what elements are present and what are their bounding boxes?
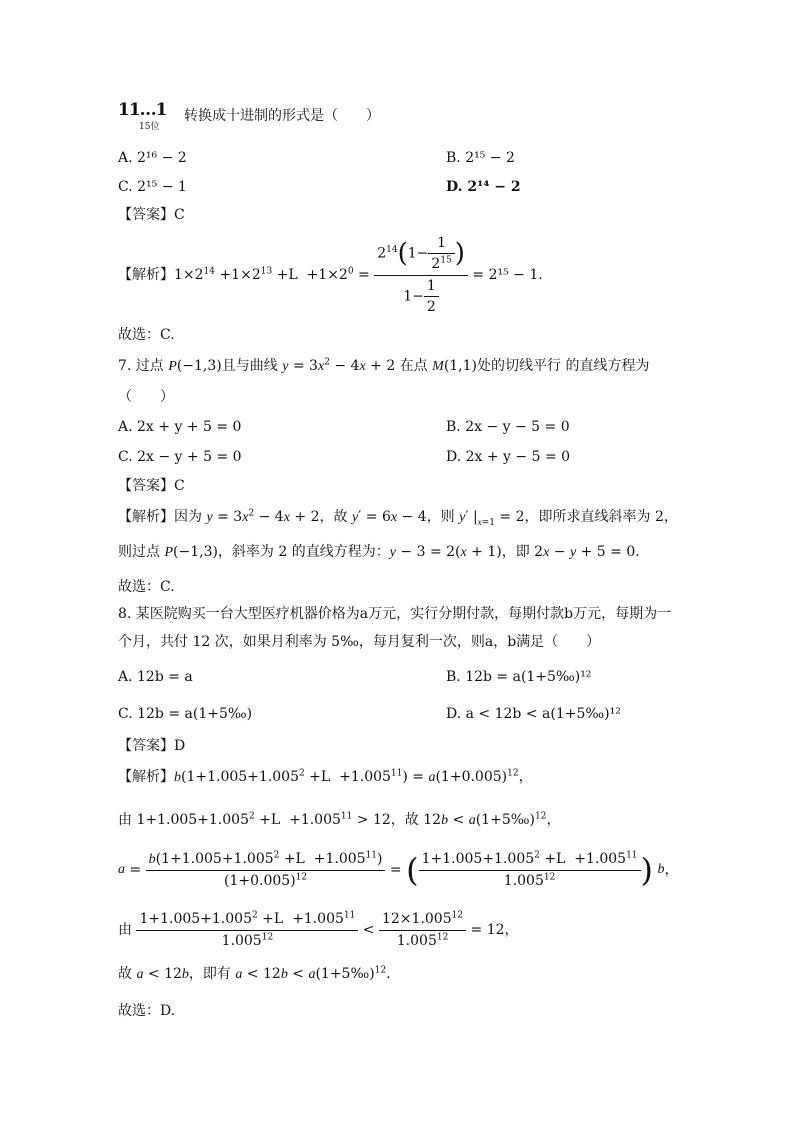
- q8-option-c: C. 12b = a(1+5‰): [118, 706, 253, 722]
- q8-fraction-1: $\frac{b(1+1.005+1.005^2 +L +1.005^{11})}{(1+0.005)^{12}}$: [146, 851, 386, 889]
- q7-answer: 【答案】C: [118, 478, 185, 494]
- q7-option-b: B. 2x − y − 5 = 0: [446, 419, 570, 435]
- q7-option-a: A. 2x + y + 5 = 0: [118, 419, 242, 435]
- q6-binary-digits: 11…1: [118, 100, 167, 120]
- q6-option-c: C. 2¹⁵ − 1: [118, 179, 187, 195]
- q8-analysis-line1: 【解析】$b(1+1.005+1.005^2 +L +1.005^{11}) = a(1+0.005)^{12}$，: [118, 768, 533, 785]
- q6-binary-underbrace-label: 15位: [139, 122, 160, 132]
- q7-stem-line2: （ ）: [118, 389, 174, 405]
- q6-stem-text: 转换成十进制的形式是（ ）: [184, 108, 380, 124]
- q6-answer: 【答案】C: [118, 207, 185, 223]
- q8-analysis-line3: a = $\frac{b(1+1.005+1.005^2 +L +1.005^{11})}{(1+0.005)^{12}}$ = ( $\frac{1+1.005+1.005^2 +L +1.005^{11}}{1.005^{12}}$ ) b ，: [118, 850, 679, 889]
- q6-option-a: A. 2¹⁶ − 2: [118, 150, 187, 166]
- q8-analysis-line2: 由 $1+1.005+1.005^2 +L +1.005^{11} > 12$，故 12b < a(1+5‰)$^{12}$，: [118, 811, 561, 828]
- q8-analysis-line5: 故 a < 12b，即有 a < 12b < a(1+5‰)$^{12}$.: [118, 965, 391, 982]
- q7-option-d: D. 2x + y − 5 = 0: [446, 449, 571, 465]
- q8-option-d: D. a < 12b < a(1+5‰)¹²: [446, 706, 621, 722]
- q8-analysis-line4: 由 $\frac{1+1.005+1.005^2 +L +1.005^{11}}{1.005^{12}}$ < $\frac{12\times 1.005^{12}}{1.005^{12}}$ = 12，: [118, 910, 519, 949]
- q6-option-d: D. 2¹⁴ − 2: [446, 179, 521, 195]
- q7-stem-line1: 7. 过点 P(−1,3)且与曲线 $y = 3x^2 - 4x + 2$ 在点 M(1,1)处的切线平行 的直线方程为: [118, 357, 650, 374]
- q8-stem-line2: 个月，共付 12 次，如果月利率为 5‰，每月复利一次，则a，b满足（ ）: [118, 634, 601, 650]
- q7-number: 7. 过点: [118, 358, 164, 374]
- q8-answer: 【答案】D: [118, 738, 186, 754]
- q6-option-b: B. 2¹⁵ − 2: [446, 150, 515, 166]
- q8-fraction-3: $\frac{1+1.005+1.005^2 +L +1.005^{11}}{1.005^{12}}$: [136, 911, 358, 948]
- q7-analysis-label: 【解析】: [118, 509, 174, 525]
- q6-conclusion: 故选：C.: [118, 327, 175, 343]
- q7-analysis-line2: 则过点 P(−1,3)，斜率为 2 的直线方程为：y − 3 = 2(x + 1)，即 2x − y + 5 = 0.: [118, 544, 640, 560]
- q8-option-b: B. 12b = a(1+5‰)¹²: [446, 669, 592, 685]
- q8-stem-line1: 8. 某医院购买一台大型医疗机器价格为a万元，实行分期付款，每期付款b万元，每期为一: [118, 606, 672, 622]
- q7-analysis-line1: 【解析】因为 $y = 3x^2 - 4x + 2$，故 y′ = 6x − 4，则 y′ $|_{x=1} = 2$，即所求直线斜率为 2，: [118, 508, 678, 528]
- q8-analysis-label: 【解析】: [118, 769, 174, 785]
- q7-option-c: C. 2x − y + 5 = 0: [118, 449, 242, 465]
- q8-option-a: A. 12b = a: [118, 669, 193, 685]
- q6-analysis-fraction: $2^{14}(1-$ $\frac{1}{2^{15}}$ ) 1− $\frac{1}{2}$: [374, 235, 468, 314]
- q6-analysis-result: 2¹⁵ − 1.: [488, 266, 543, 283]
- q8-fraction-2: $\frac{1+1.005+1.005^2 +L +1.005^{11}}{1.005^{12}}$: [419, 851, 641, 888]
- q8-fraction-4: $\frac{12\times 1.005^{12}}{1.005^{12}}$: [379, 911, 466, 948]
- q6-analysis: 【解析】 $1\times 2^{14} +1\times 2^{13} +L +1\times 2^0$ = $2^{14}(1-$ $\frac{1}{2^{15}}$ ) 1− $\frac{1}{2}$ = 2¹⁵ − 1.: [118, 235, 543, 315]
- q6-analysis-sum: $1\times 2^{14} +1\times 2^{13} +L +1\times 2^0$ =: [174, 265, 375, 283]
- q7-conclusion: 故选：C.: [118, 579, 175, 595]
- q8-conclusion: 故选：D.: [118, 1003, 176, 1019]
- q6-analysis-label: 【解析】: [118, 266, 174, 283]
- q6-binary-number: [118, 100, 167, 120]
